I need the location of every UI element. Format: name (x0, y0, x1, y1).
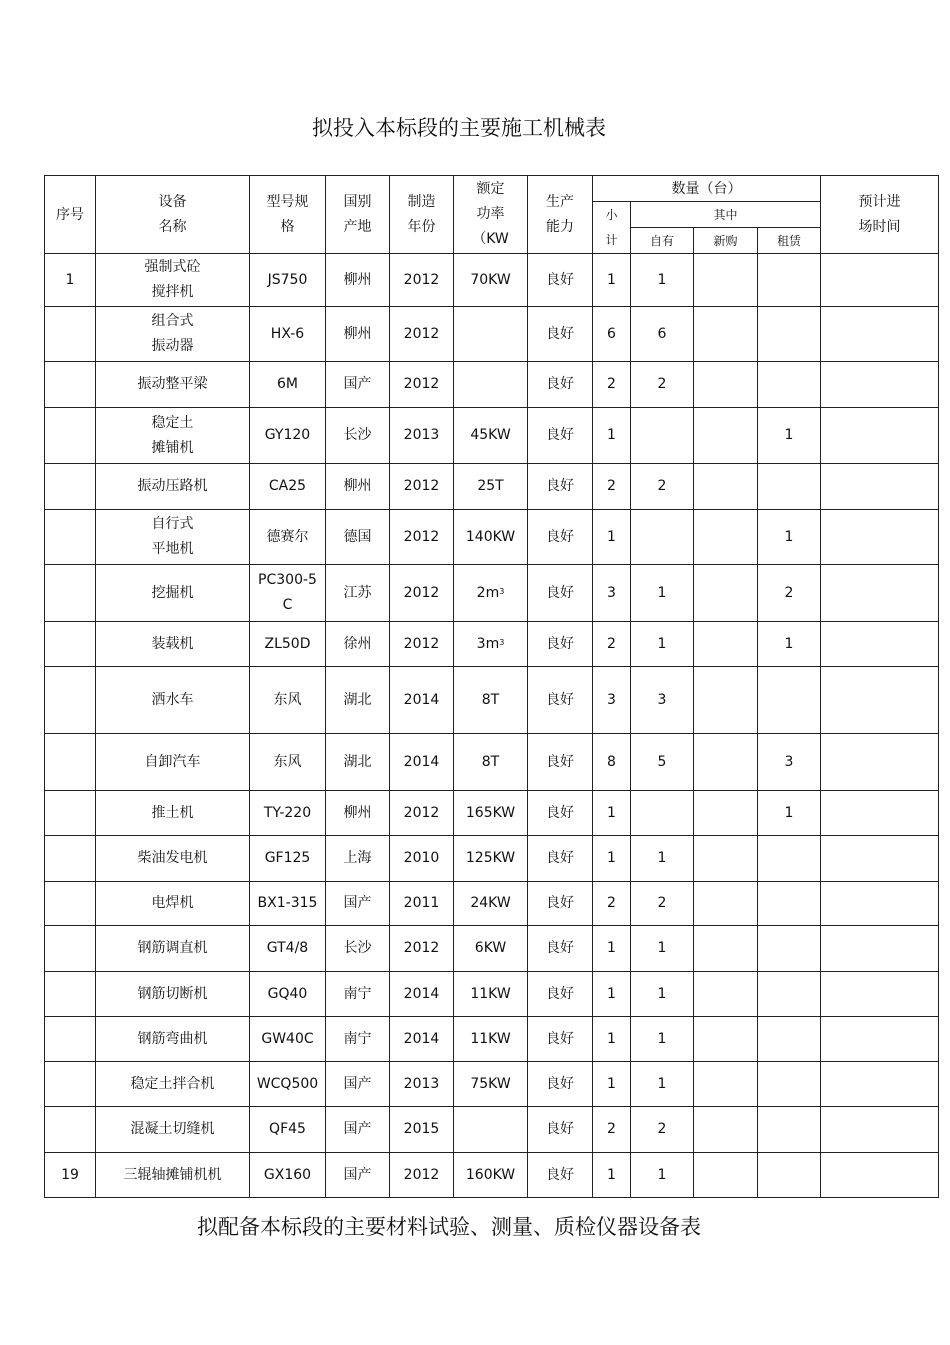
cell-power: 8T (454, 667, 528, 734)
cell-seq (45, 972, 96, 1017)
header-own: 自有 (631, 228, 694, 254)
header-lease: 租赁 (758, 228, 821, 254)
cell-name: 洒水车 (96, 667, 250, 734)
cell-name: 振动整平梁 (96, 362, 250, 408)
table-row (45, 972, 939, 1017)
cell-cap: 良好 (528, 836, 593, 882)
table-row (45, 882, 939, 926)
cell-name: 稳定土 摊铺机 (96, 408, 250, 464)
cell-entry (821, 926, 939, 972)
cell-lease (758, 882, 821, 926)
cell-seq (45, 791, 96, 836)
cell-own: 1 (631, 926, 694, 972)
cell-seq (45, 510, 96, 565)
cell-new (694, 791, 758, 836)
cell-name: 钢筋切断机 (96, 972, 250, 1017)
cell-lease: 1 (758, 791, 821, 836)
cell-model: WCQ500 (250, 1062, 326, 1107)
cell-seq (45, 667, 96, 734)
header-year: 制造 年份 (390, 176, 454, 254)
cell-new (694, 926, 758, 972)
cell-model: GX160 (250, 1153, 326, 1198)
header-model: 型号规 格 (250, 176, 326, 254)
header-seq: 序号 (45, 176, 96, 254)
cell-sub: 2 (593, 882, 631, 926)
cell-cap: 良好 (528, 1107, 593, 1153)
cell-power: $3m^3$ (454, 622, 528, 667)
cell-model: 6M (250, 362, 326, 408)
cell-sub: 1 (593, 1017, 631, 1062)
cell-origin: 湖北 (326, 734, 390, 791)
cell-power: 70KW (454, 254, 528, 307)
cell-origin: 湖北 (326, 667, 390, 734)
cell-model: 东风 (250, 734, 326, 791)
cell-sub: 1 (593, 1062, 631, 1107)
cell-entry (821, 1107, 939, 1153)
cell-seq (45, 1062, 96, 1107)
cell-origin: 徐州 (326, 622, 390, 667)
cell-name: 组合式 振动器 (96, 307, 250, 362)
cell-name: 推土机 (96, 791, 250, 836)
cell-entry (821, 510, 939, 565)
cell-own: 2 (631, 882, 694, 926)
cell-year: 2015 (390, 1107, 454, 1153)
cell-new (694, 510, 758, 565)
cell-lease: 3 (758, 734, 821, 791)
cell-power: 160KW (454, 1153, 528, 1198)
cell-name: 挖掘机 (96, 565, 250, 622)
cell-power: 24KW (454, 882, 528, 926)
cell-sub: 1 (593, 972, 631, 1017)
cell-sub: 3 (593, 667, 631, 734)
cell-year: 2012 (390, 622, 454, 667)
cell-power: 25T (454, 464, 528, 510)
cell-entry (821, 734, 939, 791)
cell-model: GT4/8 (250, 926, 326, 972)
cell-origin: 柳州 (326, 464, 390, 510)
table-row (45, 836, 939, 882)
header-power: 额定 功率 （KW (454, 176, 528, 254)
machinery-table (44, 175, 939, 1198)
cell-sub: 8 (593, 734, 631, 791)
cell-seq (45, 734, 96, 791)
table-row (45, 791, 939, 836)
cell-name: 振动压路机 (96, 464, 250, 510)
cell-seq (45, 882, 96, 926)
cell-power: 6KW (454, 926, 528, 972)
cell-year: 2012 (390, 362, 454, 408)
cell-own: 2 (631, 1107, 694, 1153)
cell-model: 东风 (250, 667, 326, 734)
section-subtitle: 拟配备本标段的主要材料试验、测量、质检仪器设备表 (197, 1215, 701, 1239)
cell-own: 5 (631, 734, 694, 791)
cell-cap: 良好 (528, 622, 593, 667)
cell-cap: 良好 (528, 408, 593, 464)
cell-model: TY-220 (250, 791, 326, 836)
cell-model: HX-6 (250, 307, 326, 362)
cell-sub: 1 (593, 791, 631, 836)
cell-power (454, 362, 528, 408)
cell-power (454, 307, 528, 362)
cell-lease (758, 362, 821, 408)
cell-sub: 1 (593, 254, 631, 307)
cell-lease: 1 (758, 408, 821, 464)
table-row (45, 408, 939, 464)
cell-lease (758, 307, 821, 362)
table-row (45, 734, 939, 791)
cell-origin: 柳州 (326, 307, 390, 362)
cell-entry (821, 836, 939, 882)
cell-seq (45, 622, 96, 667)
cell-entry (821, 408, 939, 464)
cell-entry (821, 254, 939, 307)
cell-power: 11KW (454, 1017, 528, 1062)
cell-origin: 国产 (326, 1062, 390, 1107)
header-entry: 预计进 场时间 (821, 176, 939, 254)
table-row (45, 565, 939, 622)
cell-lease: 1 (758, 622, 821, 667)
cell-year: 2014 (390, 1017, 454, 1062)
cell-year: 2012 (390, 791, 454, 836)
cell-entry (821, 307, 939, 362)
table-row (45, 1107, 939, 1153)
table-row (45, 254, 939, 307)
header-qty: 数量（台） (593, 176, 821, 202)
cell-lease (758, 972, 821, 1017)
header-among: 其中 (631, 202, 821, 228)
cell-cap: 良好 (528, 1062, 593, 1107)
header-row (45, 176, 939, 202)
cell-lease (758, 836, 821, 882)
cell-year: 2012 (390, 307, 454, 362)
cell-name: 稳定土拌合机 (96, 1062, 250, 1107)
cell-origin: 柳州 (326, 791, 390, 836)
cell-new (694, 254, 758, 307)
table-row (45, 926, 939, 972)
cell-entry (821, 791, 939, 836)
cell-model: GQ40 (250, 972, 326, 1017)
cell-name: 钢筋弯曲机 (96, 1017, 250, 1062)
cell-name: 自行式 平地机 (96, 510, 250, 565)
cell-seq: 1 (45, 254, 96, 307)
cell-new (694, 882, 758, 926)
cell-new (694, 1153, 758, 1198)
cell-cap: 良好 (528, 1153, 593, 1198)
cell-year: 2012 (390, 510, 454, 565)
cell-new (694, 667, 758, 734)
cell-entry (821, 667, 939, 734)
cell-lease (758, 1107, 821, 1153)
page-title: 拟投入本标段的主要施工机械表 (312, 116, 606, 140)
cell-origin: 国产 (326, 1153, 390, 1198)
cell-new (694, 836, 758, 882)
cell-entry (821, 882, 939, 926)
table-row (45, 1017, 939, 1062)
cell-cap: 良好 (528, 734, 593, 791)
cell-entry (821, 362, 939, 408)
cell-sub: 2 (593, 362, 631, 408)
header-origin: 国别 产地 (326, 176, 390, 254)
cell-power: 165KW (454, 791, 528, 836)
cell-origin: 柳州 (326, 254, 390, 307)
table-row (45, 510, 939, 565)
cell-model: BX1-315 (250, 882, 326, 926)
cell-seq (45, 307, 96, 362)
cell-seq (45, 362, 96, 408)
cell-name: 三辊轴摊铺机机 (96, 1153, 250, 1198)
table-row (45, 622, 939, 667)
cell-own (631, 791, 694, 836)
cell-power: 45KW (454, 408, 528, 464)
cell-seq: 19 (45, 1153, 96, 1198)
cell-own (631, 408, 694, 464)
cell-entry (821, 1153, 939, 1198)
cell-year: 2010 (390, 836, 454, 882)
table-row (45, 1153, 939, 1198)
cell-name: 混凝土切缝机 (96, 1107, 250, 1153)
cell-cap: 良好 (528, 307, 593, 362)
cell-cap: 良好 (528, 926, 593, 972)
cell-new (694, 362, 758, 408)
cell-cap: 良好 (528, 464, 593, 510)
cell-sub: 1 (593, 510, 631, 565)
cell-origin: 江苏 (326, 565, 390, 622)
cell-origin: 南宁 (326, 1017, 390, 1062)
cell-lease (758, 464, 821, 510)
cell-sub: 1 (593, 408, 631, 464)
cell-name: 钢筋调直机 (96, 926, 250, 972)
cell-name: 电焊机 (96, 882, 250, 926)
table-row (45, 667, 939, 734)
cell-lease (758, 667, 821, 734)
cell-year: 2011 (390, 882, 454, 926)
cell-year: 2013 (390, 1062, 454, 1107)
cell-own (631, 510, 694, 565)
cell-entry (821, 464, 939, 510)
cell-power: 140KW (454, 510, 528, 565)
cell-origin: 南宁 (326, 972, 390, 1017)
cell-own: 1 (631, 836, 694, 882)
cell-entry (821, 972, 939, 1017)
cell-origin: 长沙 (326, 926, 390, 972)
cell-own: 1 (631, 254, 694, 307)
cell-power: 11KW (454, 972, 528, 1017)
cell-power: 125KW (454, 836, 528, 882)
cell-power: $2m^3$ (454, 565, 528, 622)
cell-sub: 1 (593, 836, 631, 882)
cell-entry (821, 565, 939, 622)
cell-year: 2012 (390, 565, 454, 622)
cell-year: 2012 (390, 926, 454, 972)
cell-year: 2014 (390, 972, 454, 1017)
cell-entry (821, 1062, 939, 1107)
cell-model: GW40C (250, 1017, 326, 1062)
cell-seq (45, 926, 96, 972)
cell-model: GF125 (250, 836, 326, 882)
header-new: 新购 (694, 228, 758, 254)
cell-sub: 2 (593, 1107, 631, 1153)
cell-new (694, 1062, 758, 1107)
cell-cap: 良好 (528, 972, 593, 1017)
cell-lease (758, 1062, 821, 1107)
cell-new (694, 734, 758, 791)
header-name: 设备 名称 (96, 176, 250, 254)
cell-seq (45, 464, 96, 510)
cell-entry (821, 1017, 939, 1062)
cell-origin: 长沙 (326, 408, 390, 464)
cell-own: 2 (631, 362, 694, 408)
cell-year: 2012 (390, 1153, 454, 1198)
cell-lease (758, 254, 821, 307)
cell-new (694, 408, 758, 464)
table-row (45, 1062, 939, 1107)
cell-model: JS750 (250, 254, 326, 307)
cell-origin: 国产 (326, 882, 390, 926)
cell-origin: 国产 (326, 362, 390, 408)
cell-year: 2012 (390, 464, 454, 510)
cell-new (694, 464, 758, 510)
cell-seq (45, 408, 96, 464)
cell-sub: 1 (593, 1153, 631, 1198)
cell-model: CA25 (250, 464, 326, 510)
cell-own: 1 (631, 972, 694, 1017)
header-capacity: 生产 能力 (528, 176, 593, 254)
cell-sub: 3 (593, 565, 631, 622)
cell-name: 自卸汽车 (96, 734, 250, 791)
cell-own: 1 (631, 1062, 694, 1107)
cell-origin: 上海 (326, 836, 390, 882)
cell-power (454, 1107, 528, 1153)
cell-name: 强制式砼 搅拌机 (96, 254, 250, 307)
table-row (45, 362, 939, 408)
cell-name: 装载机 (96, 622, 250, 667)
cell-entry (821, 622, 939, 667)
cell-seq (45, 1107, 96, 1153)
cell-seq (45, 565, 96, 622)
cell-new (694, 565, 758, 622)
cell-cap: 良好 (528, 791, 593, 836)
cell-new (694, 307, 758, 362)
cell-origin: 国产 (326, 1107, 390, 1153)
cell-lease: 1 (758, 510, 821, 565)
cell-cap: 良好 (528, 254, 593, 307)
cell-cap: 良好 (528, 1017, 593, 1062)
cell-year: 2014 (390, 734, 454, 791)
cell-sub: 1 (593, 926, 631, 972)
cell-name: 柴油发电机 (96, 836, 250, 882)
cell-origin: 德国 (326, 510, 390, 565)
cell-power: 8T (454, 734, 528, 791)
cell-year: 2014 (390, 667, 454, 734)
cell-sub: 2 (593, 464, 631, 510)
cell-own: 1 (631, 1017, 694, 1062)
cell-model: GY120 (250, 408, 326, 464)
cell-cap: 良好 (528, 565, 593, 622)
cell-lease (758, 1153, 821, 1198)
cell-power: 75KW (454, 1062, 528, 1107)
cell-year: 2012 (390, 254, 454, 307)
cell-lease (758, 1017, 821, 1062)
cell-own: 1 (631, 565, 694, 622)
cell-cap: 良好 (528, 362, 593, 408)
cell-own: 3 (631, 667, 694, 734)
cell-new (694, 622, 758, 667)
cell-seq (45, 1017, 96, 1062)
cell-lease: 2 (758, 565, 821, 622)
cell-cap: 良好 (528, 882, 593, 926)
table-row (45, 307, 939, 362)
cell-new (694, 1017, 758, 1062)
cell-own: 1 (631, 622, 694, 667)
cell-model: PC300-5 C (250, 565, 326, 622)
cell-sub: 6 (593, 307, 631, 362)
cell-new (694, 972, 758, 1017)
cell-model: 德赛尔 (250, 510, 326, 565)
cell-cap: 良好 (528, 667, 593, 734)
cell-lease (758, 926, 821, 972)
cell-cap: 良好 (528, 510, 593, 565)
cell-new (694, 1107, 758, 1153)
cell-own: 1 (631, 1153, 694, 1198)
table-row (45, 464, 939, 510)
cell-sub: 2 (593, 622, 631, 667)
cell-seq (45, 836, 96, 882)
cell-own: 2 (631, 464, 694, 510)
cell-model: QF45 (250, 1107, 326, 1153)
cell-year: 2013 (390, 408, 454, 464)
cell-model: ZL50D (250, 622, 326, 667)
cell-own: 6 (631, 307, 694, 362)
header-subtotal: 小 计 (593, 202, 631, 254)
